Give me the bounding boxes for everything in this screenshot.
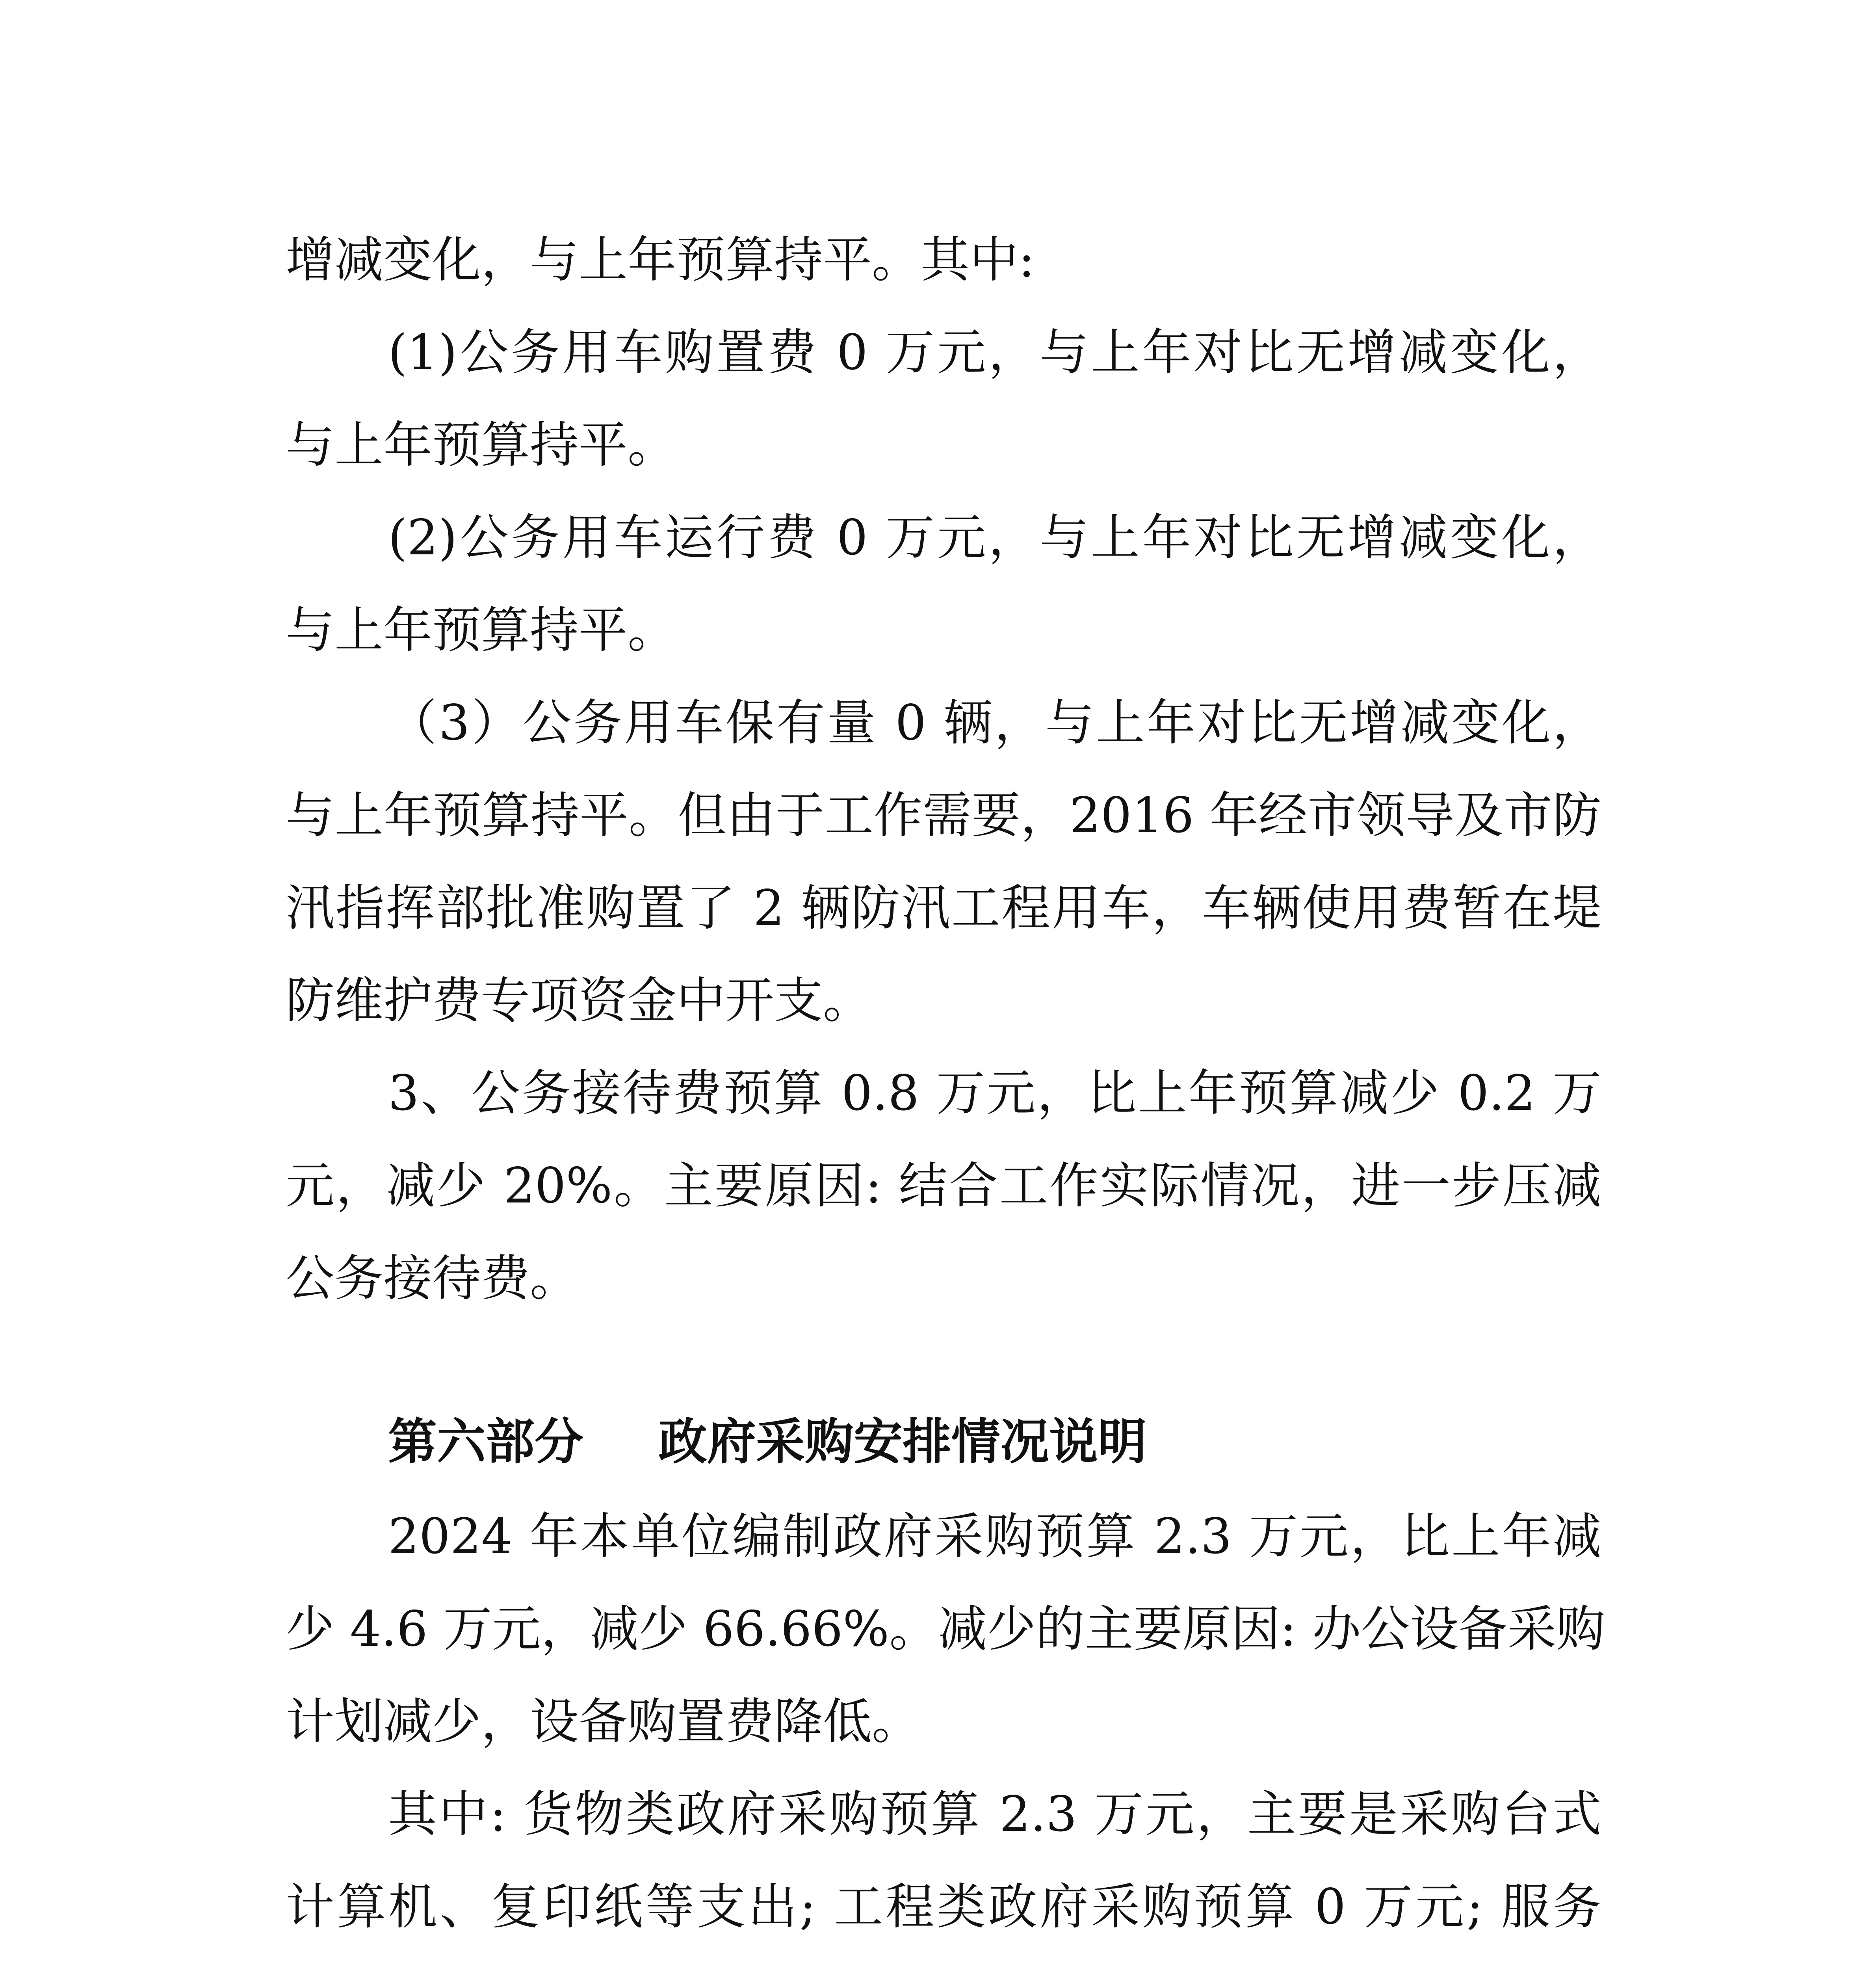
text-line: (1)公务用车购置费 0 万元，与上年对比无增减变化， [388, 324, 1601, 381]
text-line: 与上年预算持平。但由于工作需要，2016 年经市领导及市防 [286, 787, 1601, 844]
text-line: 汛指挥部批准购置了 2 辆防汛工程用车，车辆使用费暂在堤 [286, 880, 1601, 937]
text-line: 与上年预算持平。 [286, 417, 677, 474]
text-line: 计划减少，设备购置费降低。 [286, 1693, 921, 1750]
text-line: (2)公务用车运行费 0 万元，与上年对比无增减变化， [388, 509, 1601, 566]
text-line: 公务接待费。 [286, 1250, 579, 1307]
text-line: 与上年预算持平。 [286, 602, 677, 659]
section-heading [388, 1401, 1147, 1483]
text-line: 2024 年本单位编制政府采购预算 2.3 万元，比上年减 [388, 1508, 1601, 1565]
text-line: 增减变化，与上年预算持平。其中: [286, 232, 1035, 288]
text-line: 计算机、复印纸等支出; 工程类政府采购预算 0 万元; 服务 [286, 1879, 1601, 1935]
text-line: 其中: 货物类政府采购预算 2.3 万元，主要是采购台式 [388, 1786, 1601, 1843]
text-line: 少 4.6 万元，减少 66.66%。减少的主要原因: 办公设备采购 [286, 1601, 1605, 1658]
section-heading-title: 政府采购安排情况说明 [658, 1414, 1147, 1470]
text-line: 3、公务接待费预算 0.8 万元，比上年预算减少 0.2 万 [388, 1065, 1601, 1122]
text-line: 元，减少 20%。主要原因: 结合工作实际情况，进一步压减 [286, 1158, 1601, 1214]
text-line: （3）公务用车保有量 0 辆，与上年对比无增减变化， [388, 695, 1601, 751]
section-heading-part: 第六部分 [388, 1414, 584, 1470]
text-line: 防维护费专项资金中开支。 [286, 972, 872, 1029]
text-line [286, 1958, 1601, 1970]
